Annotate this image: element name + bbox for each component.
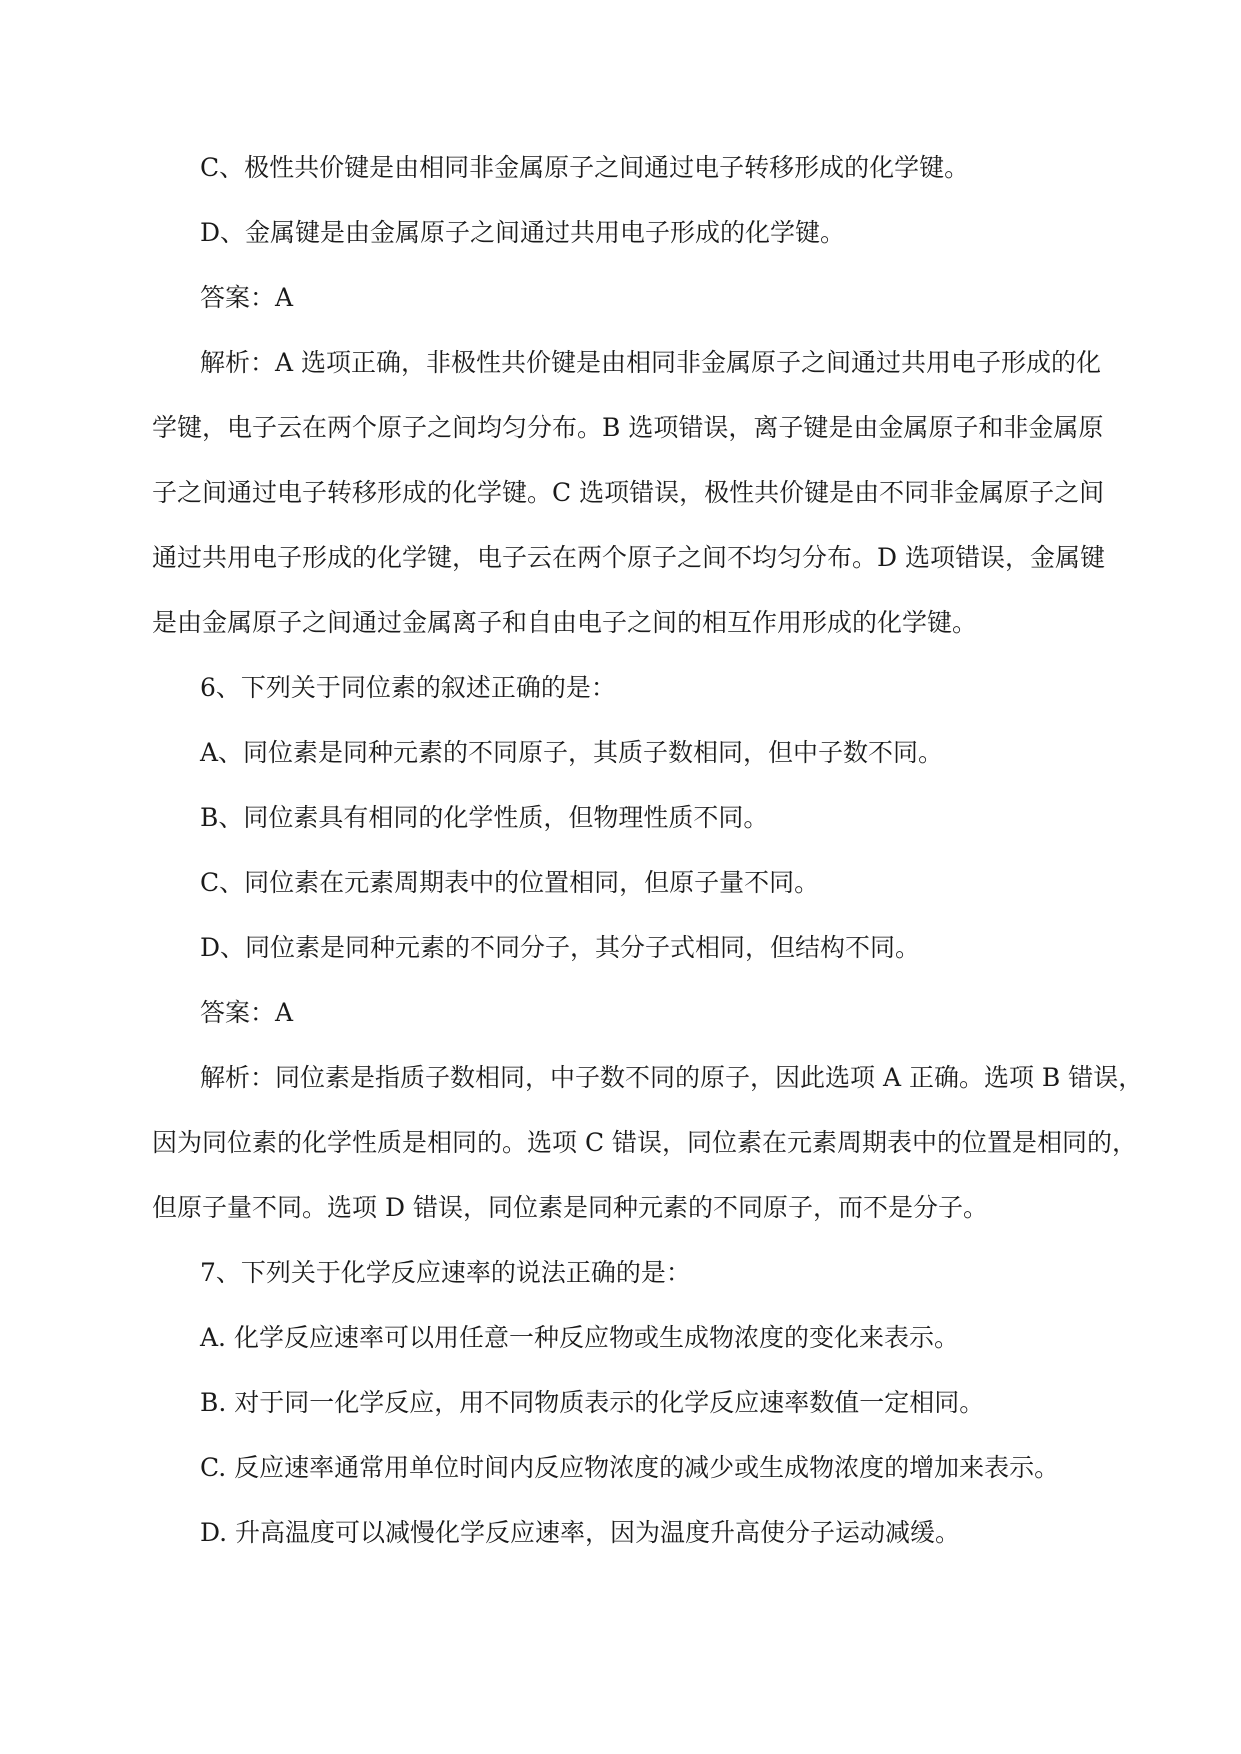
q5-option-d: D、金属键是由金属原子之间通过共用电子形成的化学键。 bbox=[200, 218, 846, 247]
q6-option-a: A、同位素是同种元素的不同原子，其质子数相同，但中子数不同。 bbox=[200, 738, 944, 767]
q5-answer: 答案：A bbox=[200, 283, 294, 312]
q6-option-b: B、同位素具有相同的化学性质，但物理性质不同。 bbox=[200, 803, 769, 832]
q7-stem: 7、下列关于化学反应速率的说法正确的是： bbox=[200, 1258, 691, 1287]
q5-analysis-line: 是由金属原子之间通过金属离子和自由电子之间的相互作用形成的化学键。 bbox=[152, 608, 978, 637]
q6-option-d: D、同位素是同种元素的不同分子，其分子式相同，但结构不同。 bbox=[200, 933, 921, 962]
q5-analysis-line: 解析：A 选项正确，非极性共价键是由相同非金属原子之间通过共用电子形成的化 bbox=[200, 348, 1102, 377]
q5-option-c: C、极性共价键是由相同非金属原子之间通过电子转移形成的化学键。 bbox=[200, 153, 970, 182]
q7-option-b: B. 对于同一化学反应，用不同物质表示的化学反应速率数值一定相同。 bbox=[200, 1388, 985, 1417]
q6-analysis-line: 但原子量不同。选项 D 错误，同位素是同种元素的不同原子，而不是分子。 bbox=[152, 1193, 988, 1222]
q6-analysis-line: 因为同位素的化学性质是相同的。选项 C 错误，同位素在元素周期表中的位置是相同的， bbox=[152, 1128, 1138, 1157]
q5-analysis-line: 学键，电子云在两个原子之间均匀分布。B 选项错误，离子键是由金属原子和非金属原 bbox=[152, 413, 1104, 442]
q5-analysis-line: 通过共用电子形成的化学键，电子云在两个原子之间不均匀分布。D 选项错误，金属键 bbox=[152, 543, 1105, 572]
q5-analysis-line: 子之间通过电子转移形成的化学键。C 选项错误，极性共价键是由不同非金属原子之间 bbox=[152, 478, 1105, 507]
q6-stem: 6、下列关于同位素的叙述正确的是： bbox=[200, 673, 616, 702]
q7-option-d: D. 升高温度可以减慢化学反应速率，因为温度升高使分子运动减缓。 bbox=[200, 1518, 961, 1547]
q7-option-a: A. 化学反应速率可以用任意一种反应物或生成物浓度的变化来表示。 bbox=[200, 1323, 959, 1352]
q7-option-c: C. 反应速率通常用单位时间内反应物浓度的减少或生成物浓度的增加来表示。 bbox=[200, 1453, 1060, 1482]
q6-option-c: C、同位素在元素周期表中的位置相同，但原子量不同。 bbox=[200, 868, 820, 897]
q6-answer: 答案：A bbox=[200, 998, 294, 1027]
q6-analysis-line: 解析：同位素是指质子数相同，中子数不同的原子，因此选项 A 正确。选项 B 错误， bbox=[200, 1063, 1144, 1092]
